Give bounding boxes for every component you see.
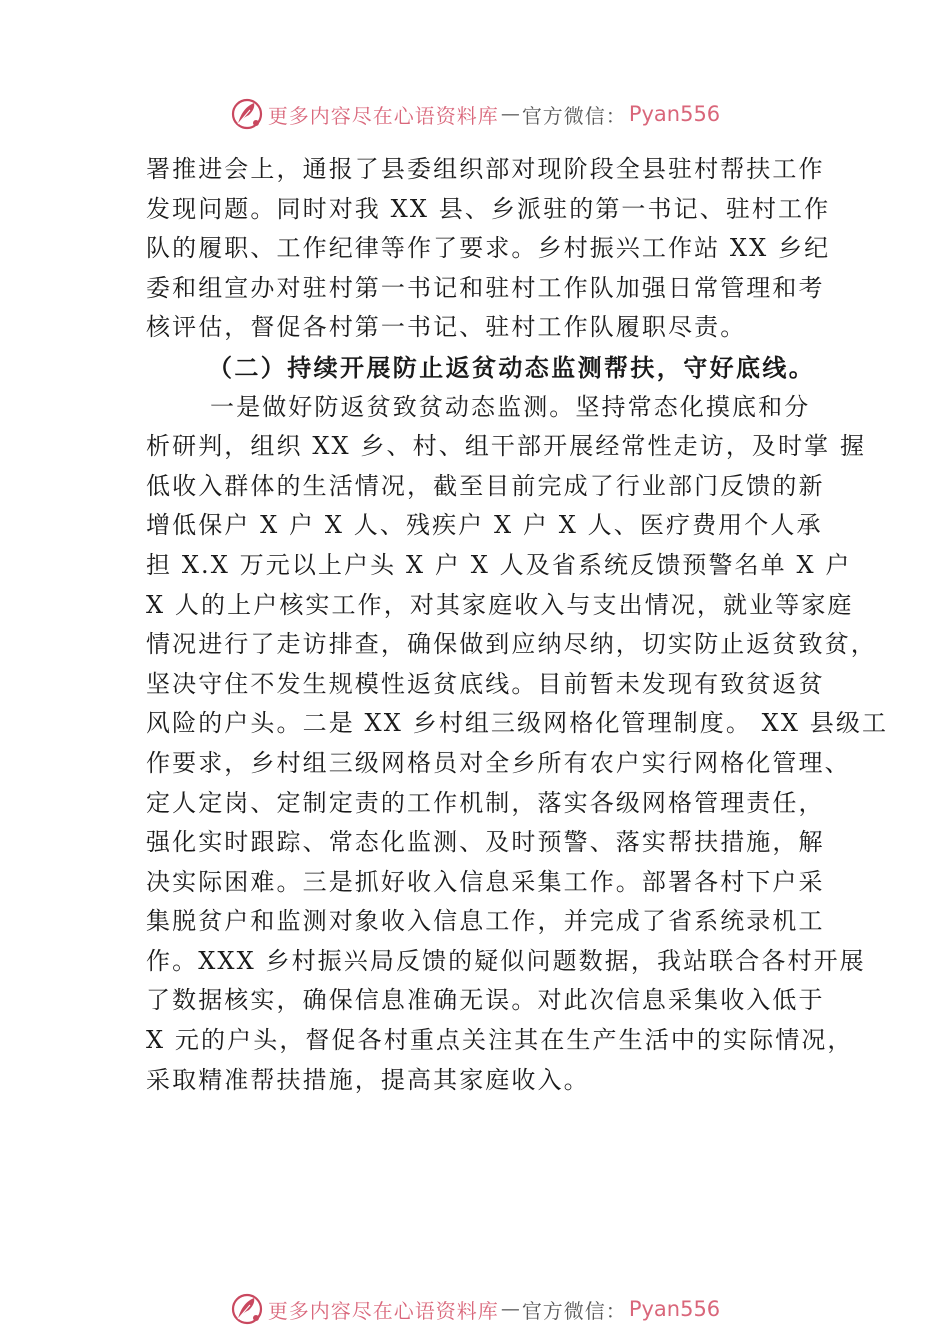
text-line: X 人的上户核实工作，对其家庭收入与支出情况，就业等家庭 [146,590,854,619]
text-line: 决实际困难。三是抓好收入信息采集工作。部署各村下户采 [146,867,825,896]
text-line: 情况进行了走访排查，确保做到应纳尽纳，切实防止返贫致贫， [146,630,877,659]
watermark-footer [0,1287,950,1331]
text-line: 低收入群体的生活情况，截至目前完成了行业部门反馈的新 [146,471,825,500]
feather-pen-icon [230,97,264,131]
text-line: 采取精准帮扶措施，提高其家庭收入。 [146,1065,590,1094]
text-line: 集脱贫户和监测对象收入信息工作，并完成了省系统录机工 [146,907,825,936]
watermark-wechat-id: Pyan556 [628,102,721,126]
watermark-brand: 更多内容尽在心语资料库 [267,1298,499,1323]
text-line: 一是做好防返贫致贫动态监测。坚持常态化摸底和分 [210,392,811,421]
text-line: 核评估，督促各村第一书记、驻村工作队履职尽责。 [146,313,747,342]
watermark-wechat-label: 官方微信： [521,103,627,128]
watermark-header [0,92,950,136]
text-line: 作要求，乡村组三级网格员对全乡所有农户实行网格化管理、 [146,748,851,777]
text-line: 队的履职、工作纪律等作了要求。乡村振兴工作站 XX 乡纪 [146,234,831,263]
text-line: X 元的户头，督促各村重点关注其在生产生活中的实际情况， [146,1026,854,1055]
text-line: 析研判，组织 XX 乡、村、组干部开展经常性走访，及时掌 握 [146,432,867,461]
document-body [146,150,889,1100]
text-line: 作。XXX 乡村振兴局反馈的疑似问题数据，我站联合各村开展 [146,946,866,975]
text-line: 担 X.X 万元以上户头 X 户 X 人及省系统反馈预警名单 X 户 [146,550,852,579]
feather-pen-icon [230,1292,264,1326]
text-line: 发现问题。同时对我 XX 县、乡派驻的第一书记、驻村工作 [146,194,831,223]
text-line: 委和组宣办对驻村第一书记和驻村工作队加强日常管理和考 [146,273,825,302]
text-line: 了数据核实，确保信息准确无误。对此次信息采集收入低于 [146,986,825,1015]
section-heading: （二）持续开展防止返贫动态监测帮扶，守好底线。 [208,352,816,382]
text-line: 增低保户 X 户 X 人、残疾户 X 户 X 人、医疗费用个人承 [146,511,823,540]
watermark-dash: — [500,103,520,125]
watermark-wechat-id: Pyan556 [628,1297,721,1321]
text-line: 强化实时跟踪、常态化监测、及时预警、落实帮扶措施，解 [146,828,825,857]
text-line: 定人定岗、定制定责的工作机制，落实各级网格管理责任， [146,788,825,817]
watermark-brand: 更多内容尽在心语资料库 [267,103,499,128]
text-line: 风险的户头。二是 XX 乡村组三级网格化管理制度。 XX 县级工 [146,709,889,738]
text-line: 坚决守住不发生规模性返贫底线。目前暂未发现有致贫返贫 [146,669,825,698]
watermark-dash: — [500,1298,520,1320]
text-line: 署推进会上，通报了县委组织部对现阶段全县驻村帮扶工作 [146,155,825,183]
watermark-wechat-label: 官方微信： [521,1298,627,1323]
